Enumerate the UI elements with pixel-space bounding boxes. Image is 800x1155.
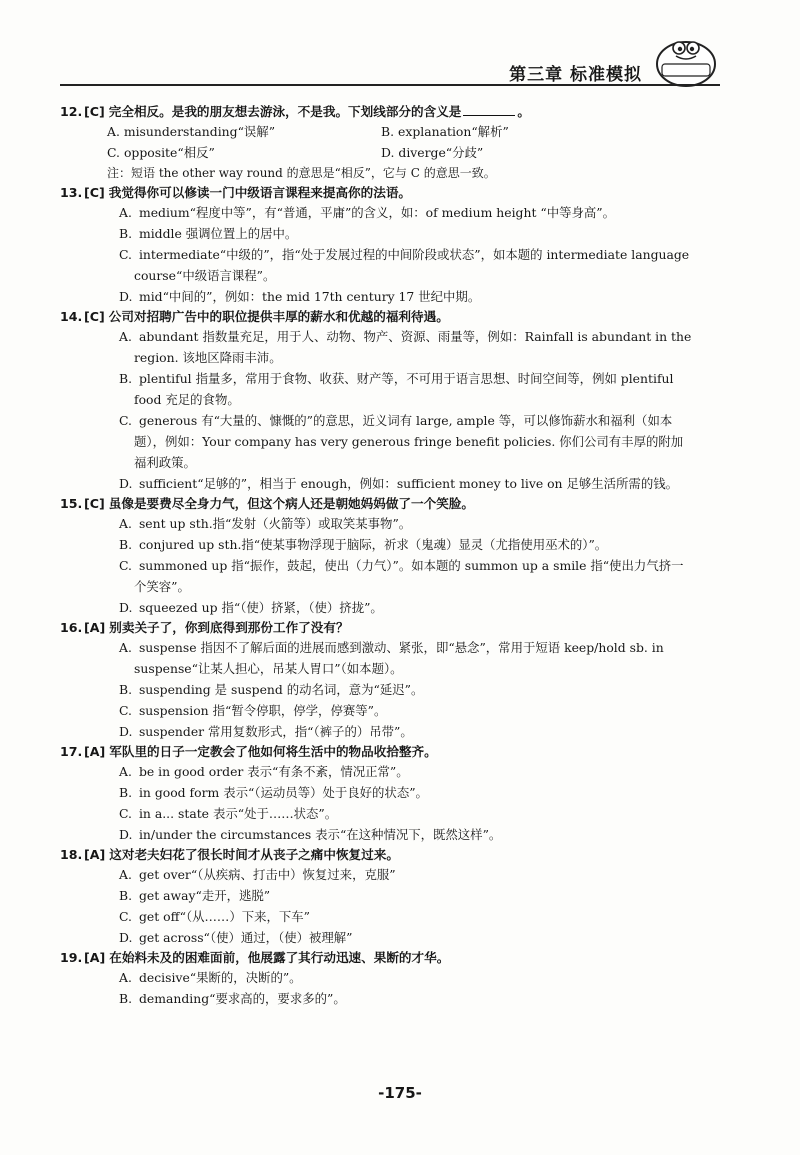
option-a [119,637,720,658]
option-text: mid“中间的”，例如：the mid 17th century 17 世纪中期。 [138,289,481,304]
option-d [119,597,720,618]
option-a [107,121,381,142]
question-number: 14. [60,309,83,324]
option-letter: D. [119,724,133,739]
question-line [60,845,720,864]
option-text: misunderstanding“误解” [123,124,276,139]
option-letter: C. [119,703,132,718]
option-b [119,534,720,555]
option-text: get off“（从……）下来，下车” [138,909,311,924]
option-text: middle 强调位置上的居中。 [138,226,298,241]
option-c [119,244,720,265]
option-text: diverge“分歧” [398,145,484,160]
option-letter: C. [119,558,132,573]
option-letter: D. [381,145,395,160]
question-line [60,307,720,326]
option-c-continued: 题），例如：Your company has very generous fringe benefit policies. 你们公司有丰厚的附加 [134,434,684,449]
publisher-logo [654,34,718,88]
answer-key: [C] [84,309,105,324]
answer-key: [A] [84,847,106,862]
option-letter: A. [119,516,132,531]
option-text: get over“（从疾病、打击中）恢复过来，克服” [138,867,396,882]
page-number: -175- [378,1084,422,1102]
answer-item-18 [60,845,720,948]
option-text: intermediate“中级的”，指“处于发展过程的中间阶段或状态”，如本题的 intermediate language [138,247,690,262]
option-text: be in good order 表示“有条不紊，情况正常”。 [138,764,409,779]
question-number: 12. [60,104,83,119]
answer-blank [463,115,515,116]
option-text: suspender 常用复数形式，指“（裤子的）吊带”。 [138,724,413,739]
option-b [381,121,655,142]
answer-explanations [60,102,720,1009]
option-d [119,286,720,307]
option-text: generous 有“大量的、慷慨的”的意思，近义词有 large, ample 等，可以修饰薪水和福利（如本 [138,413,673,428]
option-b [119,679,720,700]
option-text: sufficient“足够的”，相当于 enough，例如：sufficient money to live on 足够生活所需的钱。 [138,476,678,491]
option-letter: A. [119,764,132,779]
option-text: get across“（使）通过，（使）被理解” [138,930,353,945]
option-text: suspension 指“暂令停职，停学，停赛等”。 [138,703,387,718]
question-number: 16. [60,620,83,635]
option-a [119,326,720,347]
option-letter: D. [119,600,133,615]
answer-item-14 [60,307,720,494]
answer-key: [A] [84,950,106,965]
option-letter: B. [381,124,395,139]
option-letter: A. [119,205,132,220]
page-header [60,26,720,86]
option-c [119,555,720,576]
option-letter: C. [119,247,132,262]
option-text: squeezed up 指“（使）挤紧，（使）挤拢”。 [138,600,383,615]
option-text: summoned up 指“振作，鼓起，使出（力气）”。如本题的 summon up a smile 指“使出力气挤一 [138,558,684,573]
option-letter: B. [119,371,133,386]
option-c [119,906,720,927]
option-text: plentiful 指量多，常用于食物、收获、财产等，不可用于语言思想、时间空间等，例如 plentiful [138,371,674,386]
question-text: 别卖关子了，你到底得到那份工作了没有？ [109,620,349,635]
option-text: demanding“要求高的，要求多的”。 [138,991,346,1006]
question-number: 19. [60,950,83,965]
question-number: 13. [60,185,83,200]
chapter-title: 第三章 标准模拟 [509,65,642,85]
header-rule [60,84,720,86]
option-letter: B. [119,226,133,241]
option-text: suspending 是 suspend 的动名词，意为“延迟”。 [138,682,424,697]
option-text: in good form 表示“（运动员等）处于良好的状态”。 [138,785,428,800]
option-letter: D. [119,930,133,945]
answer-item-12 [60,102,720,183]
option-letter: D. [119,289,133,304]
option-text: sent up sth.指“发射（火箭等）或取笑某事物”。 [138,516,412,531]
option-letter: C. [119,909,132,924]
question-number: 17. [60,744,83,759]
option-letter: B. [119,991,133,1006]
option-letter: A. [119,329,132,344]
option-b [119,885,720,906]
option-c [107,142,381,163]
option-letter: C. [107,145,120,160]
option-letter: A. [119,970,132,985]
question-text: 在始料未及的困难面前，他展露了其行动迅速、果断的才华。 [109,950,450,965]
option-letter: A. [119,867,132,882]
question-text: 虽像是要费尽全身力气，但这个病人还是朝她妈妈做了一个笑脸。 [108,496,474,511]
answer-key: [C] [84,104,105,119]
question-text: 这对老夫妇花了很长时间才从丧子之痛中恢复过来。 [109,847,399,862]
question-line [60,183,720,202]
option-text: opposite“相反” [123,145,215,160]
option-b-continued: food 充足的食物。 [134,392,240,407]
option-letter: C. [119,806,132,821]
option-text: get away“走开，逃脱” [138,888,271,903]
answer-item-13 [60,183,720,307]
question-number: 18. [60,847,83,862]
option-c-continued: 个笑容”。 [134,579,190,594]
answer-key: [A] [84,620,106,635]
option-text: abundant 指数量充足，用于人、动物、物产、资源、雨量等，例如：Rainfall is abundant in the [138,329,692,344]
option-letter: A. [107,124,120,139]
option-a-continued: region. 该地区降雨丰沛。 [134,350,282,365]
answer-item-16 [60,618,720,742]
option-a-continued: suspense“让某人担心，吊某人胃口”（如本题）。 [134,661,403,676]
question-line [60,494,720,513]
option-letter: B. [119,682,133,697]
option-letter: D. [119,827,133,842]
options-row [107,142,720,163]
option-text: conjured up sth.指“使某事物浮现于脑际，祈求（鬼魂）显灵（尤指使用巫术的）”。 [138,537,608,552]
option-b [119,368,720,389]
option-d [119,473,720,494]
answer-key: [C] [84,185,105,200]
option-letter: B. [119,888,133,903]
question-text: 我觉得你可以修读一门中级语言课程来提高你的法语。 [108,185,412,200]
option-d [119,824,720,845]
option-c [119,700,720,721]
question-line [60,102,720,121]
option-letter: A. [119,640,132,655]
question-line [60,742,720,761]
question-text-end: 。 [517,104,530,119]
question-line [60,948,720,967]
option-c [119,803,720,824]
option-a [119,202,720,223]
option-text: explanation“解析” [398,124,509,139]
option-text: decisive“果断的，决断的”。 [138,970,302,985]
option-b [119,223,720,244]
option-c-continued: course“中级语言课程”。 [134,268,276,283]
option-text: suspense 指因不了解后面的进展而感到激动、紧张，即“悬念”，常用于短语 keep/hold sb. in [138,640,664,655]
option-d [119,927,720,948]
option-b [119,988,720,1009]
question-line [60,618,720,637]
answer-item-17 [60,742,720,845]
option-letter: B. [119,785,133,800]
option-letter: B. [119,537,133,552]
answer-item-19 [60,948,720,1009]
option-text: medium“程度中等”，有“普通，平庸”的含义，如：of medium height “中等身高”。 [138,205,615,220]
option-c [119,410,720,431]
option-letter: D. [119,476,133,491]
option-a [119,864,720,885]
option-c-continued: 福利政策。 [134,455,196,470]
option-d [119,721,720,742]
option-a [119,761,720,782]
option-a [119,513,720,534]
options-row [107,121,720,142]
option-text: in/under the circumstances 表示“在这种情况下，既然这样”。 [138,827,502,842]
question-text: 完全相反。是我的朋友想去游泳，不是我。下划线部分的含义是 [108,104,462,119]
answer-key: [A] [84,744,106,759]
question-text: 军队里的日子一定教会了他如何将生活中的物品收拾整齐。 [109,744,437,759]
option-text: in a... state 表示“处于……状态”。 [138,806,338,821]
option-d [381,142,655,163]
option-letter: C. [119,413,132,428]
answer-key: [C] [84,496,105,511]
option-a [119,967,720,988]
option-b [119,782,720,803]
answer-item-15 [60,494,720,618]
question-text: 公司对招聘广告中的职位提供丰厚的薪水和优越的福利待遇。 [108,309,449,324]
explanation-note: 注：短语 the other way round 的意思是“相反”，它与 C 的意思一致。 [107,166,496,180]
question-number: 15. [60,496,83,511]
